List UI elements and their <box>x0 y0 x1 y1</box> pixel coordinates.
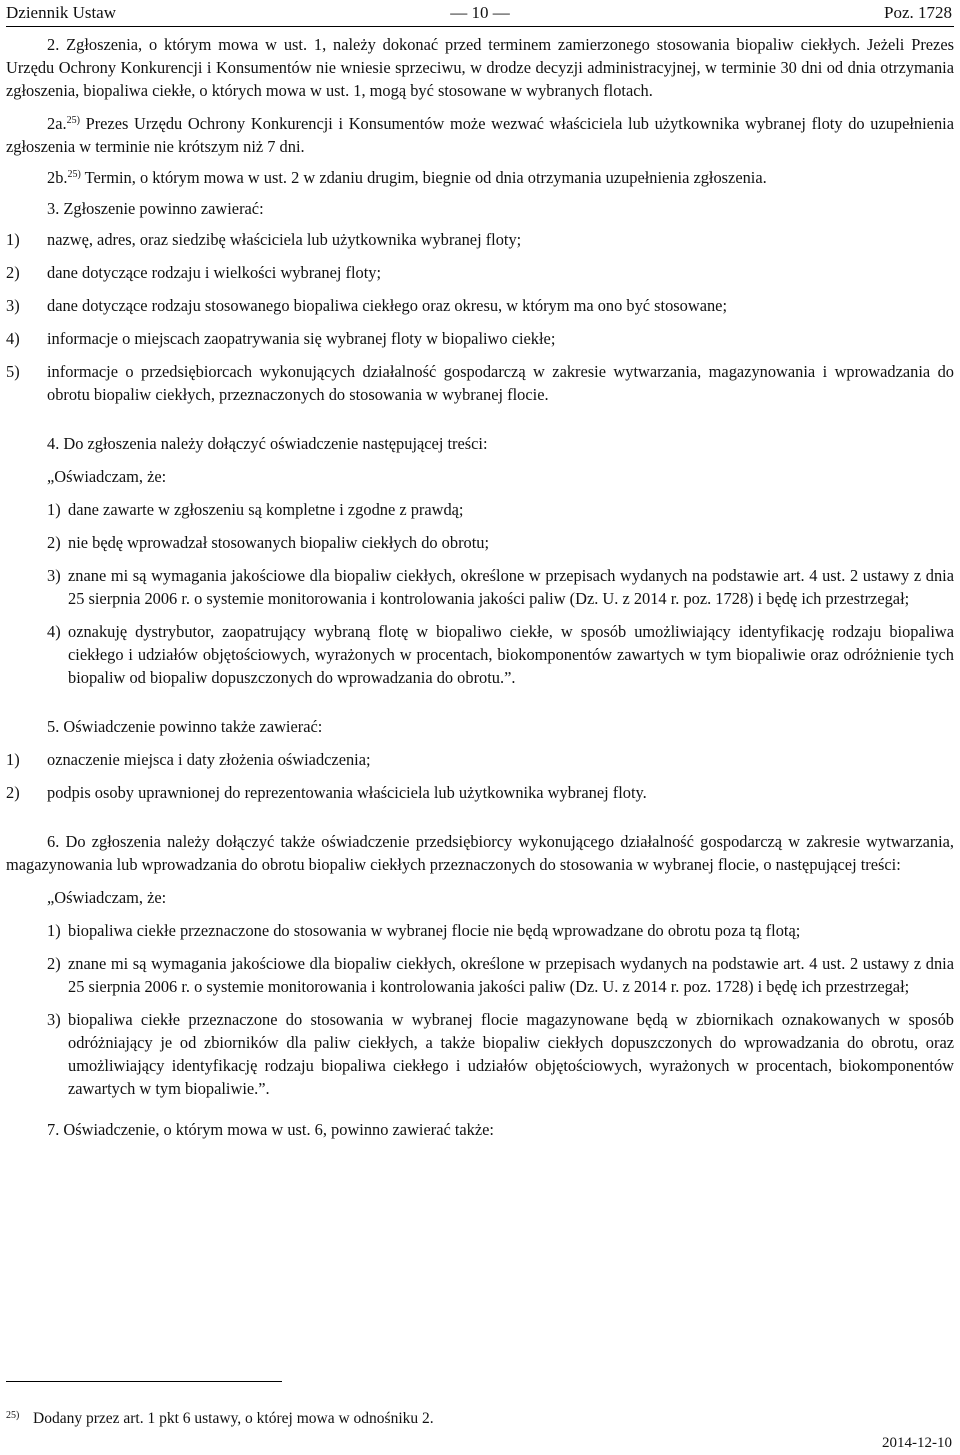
position-number: Poz. 1728 <box>884 3 952 22</box>
item-text: biopaliwa ciekłe przeznaczone do stosowania w wybranej flocie magazynowane będą w zbiornikach oznakowanych w sposób odróżniający je od zbiorników dla paliw ciekłych, a także biopaliw ciekłych dopuszczonych do wprowadzania do obrotu, oraz umożliwiający identyfikację rodzaju biopaliwa ciekłego i udziałów objętościowych, wyrażonych w procentach, biokomponentów zawartych w tym biopaliwie.”. <box>68 1010 954 1098</box>
item-text: oznakuję dystrybutor, zaopatrujący wybraną flotę w biopaliwo ciekłe, w sposób umożliwiający identyfikację rodzaju biopaliwa ciekłego i udziałów objętościowych, wyrażonych w procentach, biokomponentów zawartych w tym biopaliwie oraz odróżnienie tych biopaliw od biopaliw dopuszczonych do wprowadzania do obrotu.”. <box>68 622 954 687</box>
list-item <box>47 1008 954 1100</box>
item-text: informacje o przedsiębiorcach wykonujących działalność gospodarczą w zakresie wytwarzania, magazynowania i wprowadzania do obrotu biopaliw ciekłych, przeznaczonych do stosowania w wybranej flocie. <box>47 362 954 404</box>
list-item <box>47 498 954 521</box>
item-text: dane dotyczące rodzaju stosowanego biopaliwa ciekłego oraz okresu, w którym ma ono być stosowane; <box>47 296 727 315</box>
item-text: oznaczenie miejsca i daty złożenia oświadczenia; <box>47 750 371 769</box>
footnote: 25) Dodany przez art. 1 pkt 6 ustawy, o której mowa w odnośniku 2. <box>6 1410 434 1427</box>
item-text: podpis osoby uprawnionej do reprezentowania właściciela lub użytkownika wybranej floty. <box>47 783 647 802</box>
header-rule <box>6 26 954 27</box>
item-text: znane mi są wymagania jakościowe dla biopaliw ciekłych, określone w przepisach wydanych na podstawie art. 4 ust. 2 ustawy z dnia 25 sierpnia 2006 r. o systemie monitorowania i kontrolowania jakości paliw (Dz. U. z 2014 r. poz. 1728) i będę ich przestrzegał; <box>68 954 954 996</box>
paragraph-number: 2a. <box>47 114 67 133</box>
list-item <box>6 781 954 804</box>
list-item <box>47 952 954 998</box>
list-item <box>47 531 954 554</box>
paragraph-2a <box>6 112 954 158</box>
footnote-ref: 25) <box>67 169 81 180</box>
paragraph-5-intro: 5. Oświadczenie powinno także zawierać: <box>47 717 323 736</box>
paragraph-7: 7. Oświadczenie, o którym mowa w ust. 6, powinno zawierać także: <box>47 1120 494 1139</box>
item-number: 1) <box>6 750 20 769</box>
item-text: nazwę, adres, oraz siedzibę właściciela lub użytkownika wybranej floty; <box>47 230 522 249</box>
item-number: 1) <box>47 500 61 519</box>
document-body <box>6 33 954 1141</box>
item-text <box>68 498 954 521</box>
item-number: 1) <box>47 921 61 940</box>
list-item <box>6 327 954 350</box>
statement-opening: „Oświadczam, że: <box>47 467 167 486</box>
footnote-text: Dodany przez art. 1 pkt 6 ustawy, o której mowa w odnośniku 2. <box>33 1410 434 1427</box>
list-item <box>6 360 954 406</box>
paragraph-4-intro: 4. Do zgłoszenia należy dołączyć oświadczenie następującej treści: <box>47 434 488 453</box>
item-text: nie będę wprowadzał stosowanych biopaliw ciekłych do obrotu; <box>68 533 490 552</box>
paragraph-2b <box>6 166 954 189</box>
item-text: informacje o miejscach zaopatrywania się wybranej floty w biopaliwo ciekłe; <box>47 329 556 348</box>
footnote-rule <box>6 1381 282 1382</box>
item-text: dane dotyczące rodzaju i wielkości wybranej floty; <box>47 263 382 282</box>
list-item <box>6 748 954 771</box>
item-number: 4) <box>47 622 61 641</box>
paragraph-text: Prezes Urzędu Ochrony Konkurencji i Konsumentów może wezwać właściciela lub użytkownika wybranej floty do uzupełnienia zgłoszenia w terminie nie krótszym niż 7 dni. <box>6 114 954 156</box>
footnote-ref: 25) <box>66 115 80 126</box>
paragraph-number: 2b. <box>47 168 68 187</box>
item-number: 5) <box>6 362 20 381</box>
page-number: — 10 — <box>450 3 510 22</box>
item-number: 2) <box>6 263 20 282</box>
list-item <box>47 620 954 689</box>
item-number: 3) <box>47 1010 61 1029</box>
paragraph-text: Termin, o którym mowa w ust. 2 w zdaniu drugim, biegnie od dnia otrzymania uzupełnienia zgłoszenia. <box>80 168 767 187</box>
list-item <box>6 228 954 251</box>
item-text: znane mi są wymagania jakościowe dla biopaliw ciekłych, określone w przepisach wydanych na podstawie art. 4 ust. 2 ustawy z dnia 25 sierpnia 2006 r. o systemie monitorowania i kontrolowania jakości paliw (Dz. U. z 2014 r. poz. 1728) i będę ich przestrzegał; <box>68 566 954 608</box>
item-number: 3) <box>6 296 20 315</box>
item-text: biopaliwa ciekłe przeznaczone do stosowania w wybranej flocie nie będą wprowadzane do obrotu poza tą flotą; <box>68 921 801 940</box>
paragraph-6-intro: 6. Do zgłoszenia należy dołączyć także oświadczenie przedsiębiorcy wykonującego działalność gospodarczą w zakresie wytwarzania, magazynowania lub wprowadzania do obrotu biopaliw ciekłych przeznaczonych do stosowania w wybranej flocie, o następującej treści: <box>6 832 954 874</box>
list-item <box>6 294 954 317</box>
statement-opening: „Oświadczam, że: <box>47 888 167 907</box>
item-number: 2) <box>6 783 20 802</box>
list-item <box>47 564 954 610</box>
item-number: 4) <box>6 329 20 348</box>
item-number: 2) <box>47 533 61 552</box>
paragraph-2: 2. Zgłoszenia, o którym mowa w ust. 1, należy dokonać przed terminem zamierzonego stosowania biopaliw ciekłych. Jeżeli Prezes Urzędu Ochrony Konkurencji i Konsumentów nie wniesie sprzeciwu, w drodze decyzji administracyjnej, w terminie 30 dni od dnia otrzymania zgłoszenia, biopaliwa ciekłe, o których mowa w ust. 1, mogą być stosowane w wybranych flotach. <box>6 35 954 100</box>
item-number: 2) <box>47 954 61 973</box>
list-item <box>6 261 954 284</box>
item-number: 1) <box>6 230 20 249</box>
publication-date: 2014-12-10 <box>882 1435 952 1451</box>
item-text-content: dane zawarte w zgłoszeniu są kompletne i zgodne z prawdą; <box>68 500 464 519</box>
journal-title: Dziennik Ustaw <box>6 3 117 22</box>
paragraph-3-intro: 3. Zgłoszenie powinno zawierać: <box>47 199 264 218</box>
item-number: 3) <box>47 566 61 585</box>
list-item <box>47 919 954 942</box>
page-header <box>0 0 960 24</box>
